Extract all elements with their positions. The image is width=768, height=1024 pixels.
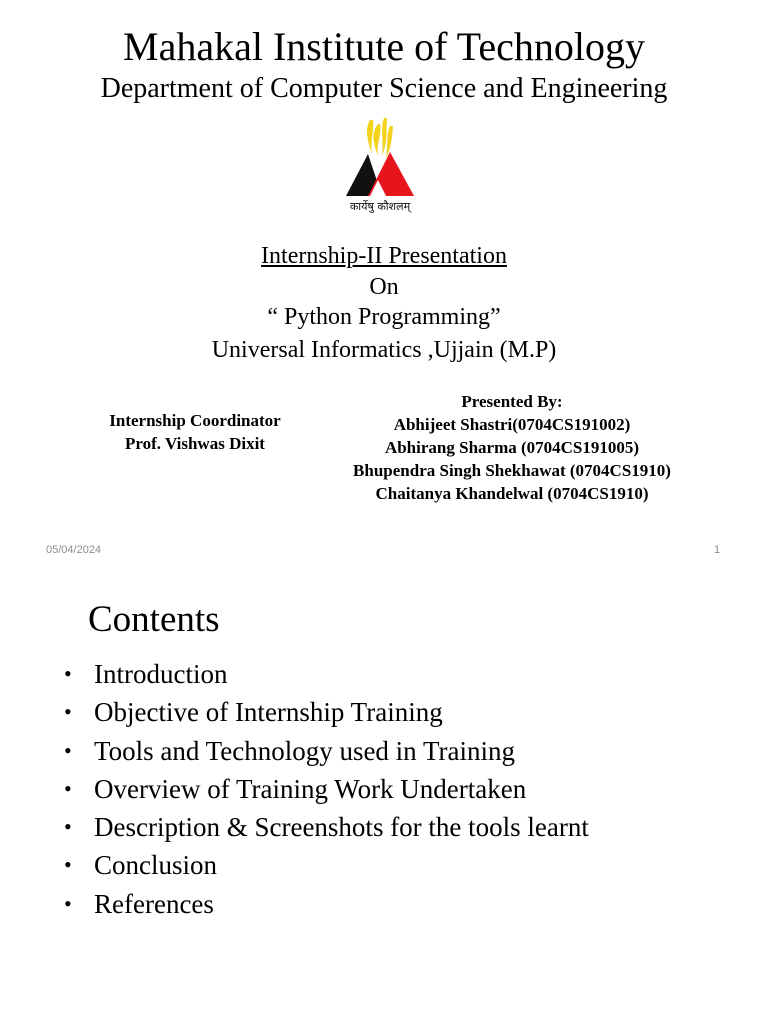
slide-date: 05/04/2024	[46, 544, 102, 556]
bullet-icon: •	[64, 699, 72, 725]
member-name: Bhupendra Singh Shekhawat (0704CS1910)	[353, 461, 671, 480]
internship-coordinator	[90, 409, 300, 455]
contents-title: Contents	[88, 599, 220, 640]
list-item: • Conclusion	[64, 846, 589, 884]
presented-by-heading: Presented By:	[461, 392, 563, 411]
list-item: • Objective of Internship Training	[64, 693, 589, 731]
logo-motto: कार्येषु कौशलम्	[349, 200, 411, 213]
presented-by	[322, 390, 702, 505]
contents-slide	[0, 575, 768, 1024]
list-item: • Tools and Technology used in Training	[64, 732, 589, 770]
member-name: Chaitanya Khandelwal (0704CS1910)	[375, 484, 649, 503]
presentation-topic: “ Python Programming”	[267, 304, 501, 330]
member-name: Abhijeet Shastri(0704CS191002)	[393, 415, 631, 434]
bullet-icon: •	[64, 852, 72, 878]
slide-number: 1	[714, 544, 721, 556]
list-item: • Overview of Training Work Undertaken	[64, 770, 589, 808]
institute-name: Mahakal Institute of Technology	[123, 24, 645, 69]
logo-flame-icon	[373, 124, 380, 156]
institute-logo	[340, 112, 420, 216]
bullet-icon: •	[64, 661, 72, 686]
bullet-icon: •	[64, 814, 72, 840]
bullet-icon: •	[64, 737, 72, 763]
presentation-on-label: On	[369, 274, 399, 300]
coordinator-role: Internship Coordinator	[109, 411, 281, 430]
bullet-icon: •	[64, 890, 72, 916]
presentation-title: Internship-II Presentation	[261, 243, 507, 269]
coordinator-name: Prof. Vishwas Dixit	[125, 434, 265, 453]
presentation-organization: Universal Informatics ,Ujjain (M.P)	[211, 337, 557, 363]
bullet-icon: •	[64, 775, 72, 801]
list-item: • Description & Screenshots for the tools learnt	[64, 808, 589, 846]
list-item: • References	[64, 885, 589, 923]
member-name: Abhirang Sharma (0704CS191005)	[384, 438, 640, 457]
department-name: Department of Computer Science and Engineering	[100, 73, 668, 104]
contents-list	[64, 655, 589, 923]
list-item: • Introduction	[64, 655, 589, 693]
